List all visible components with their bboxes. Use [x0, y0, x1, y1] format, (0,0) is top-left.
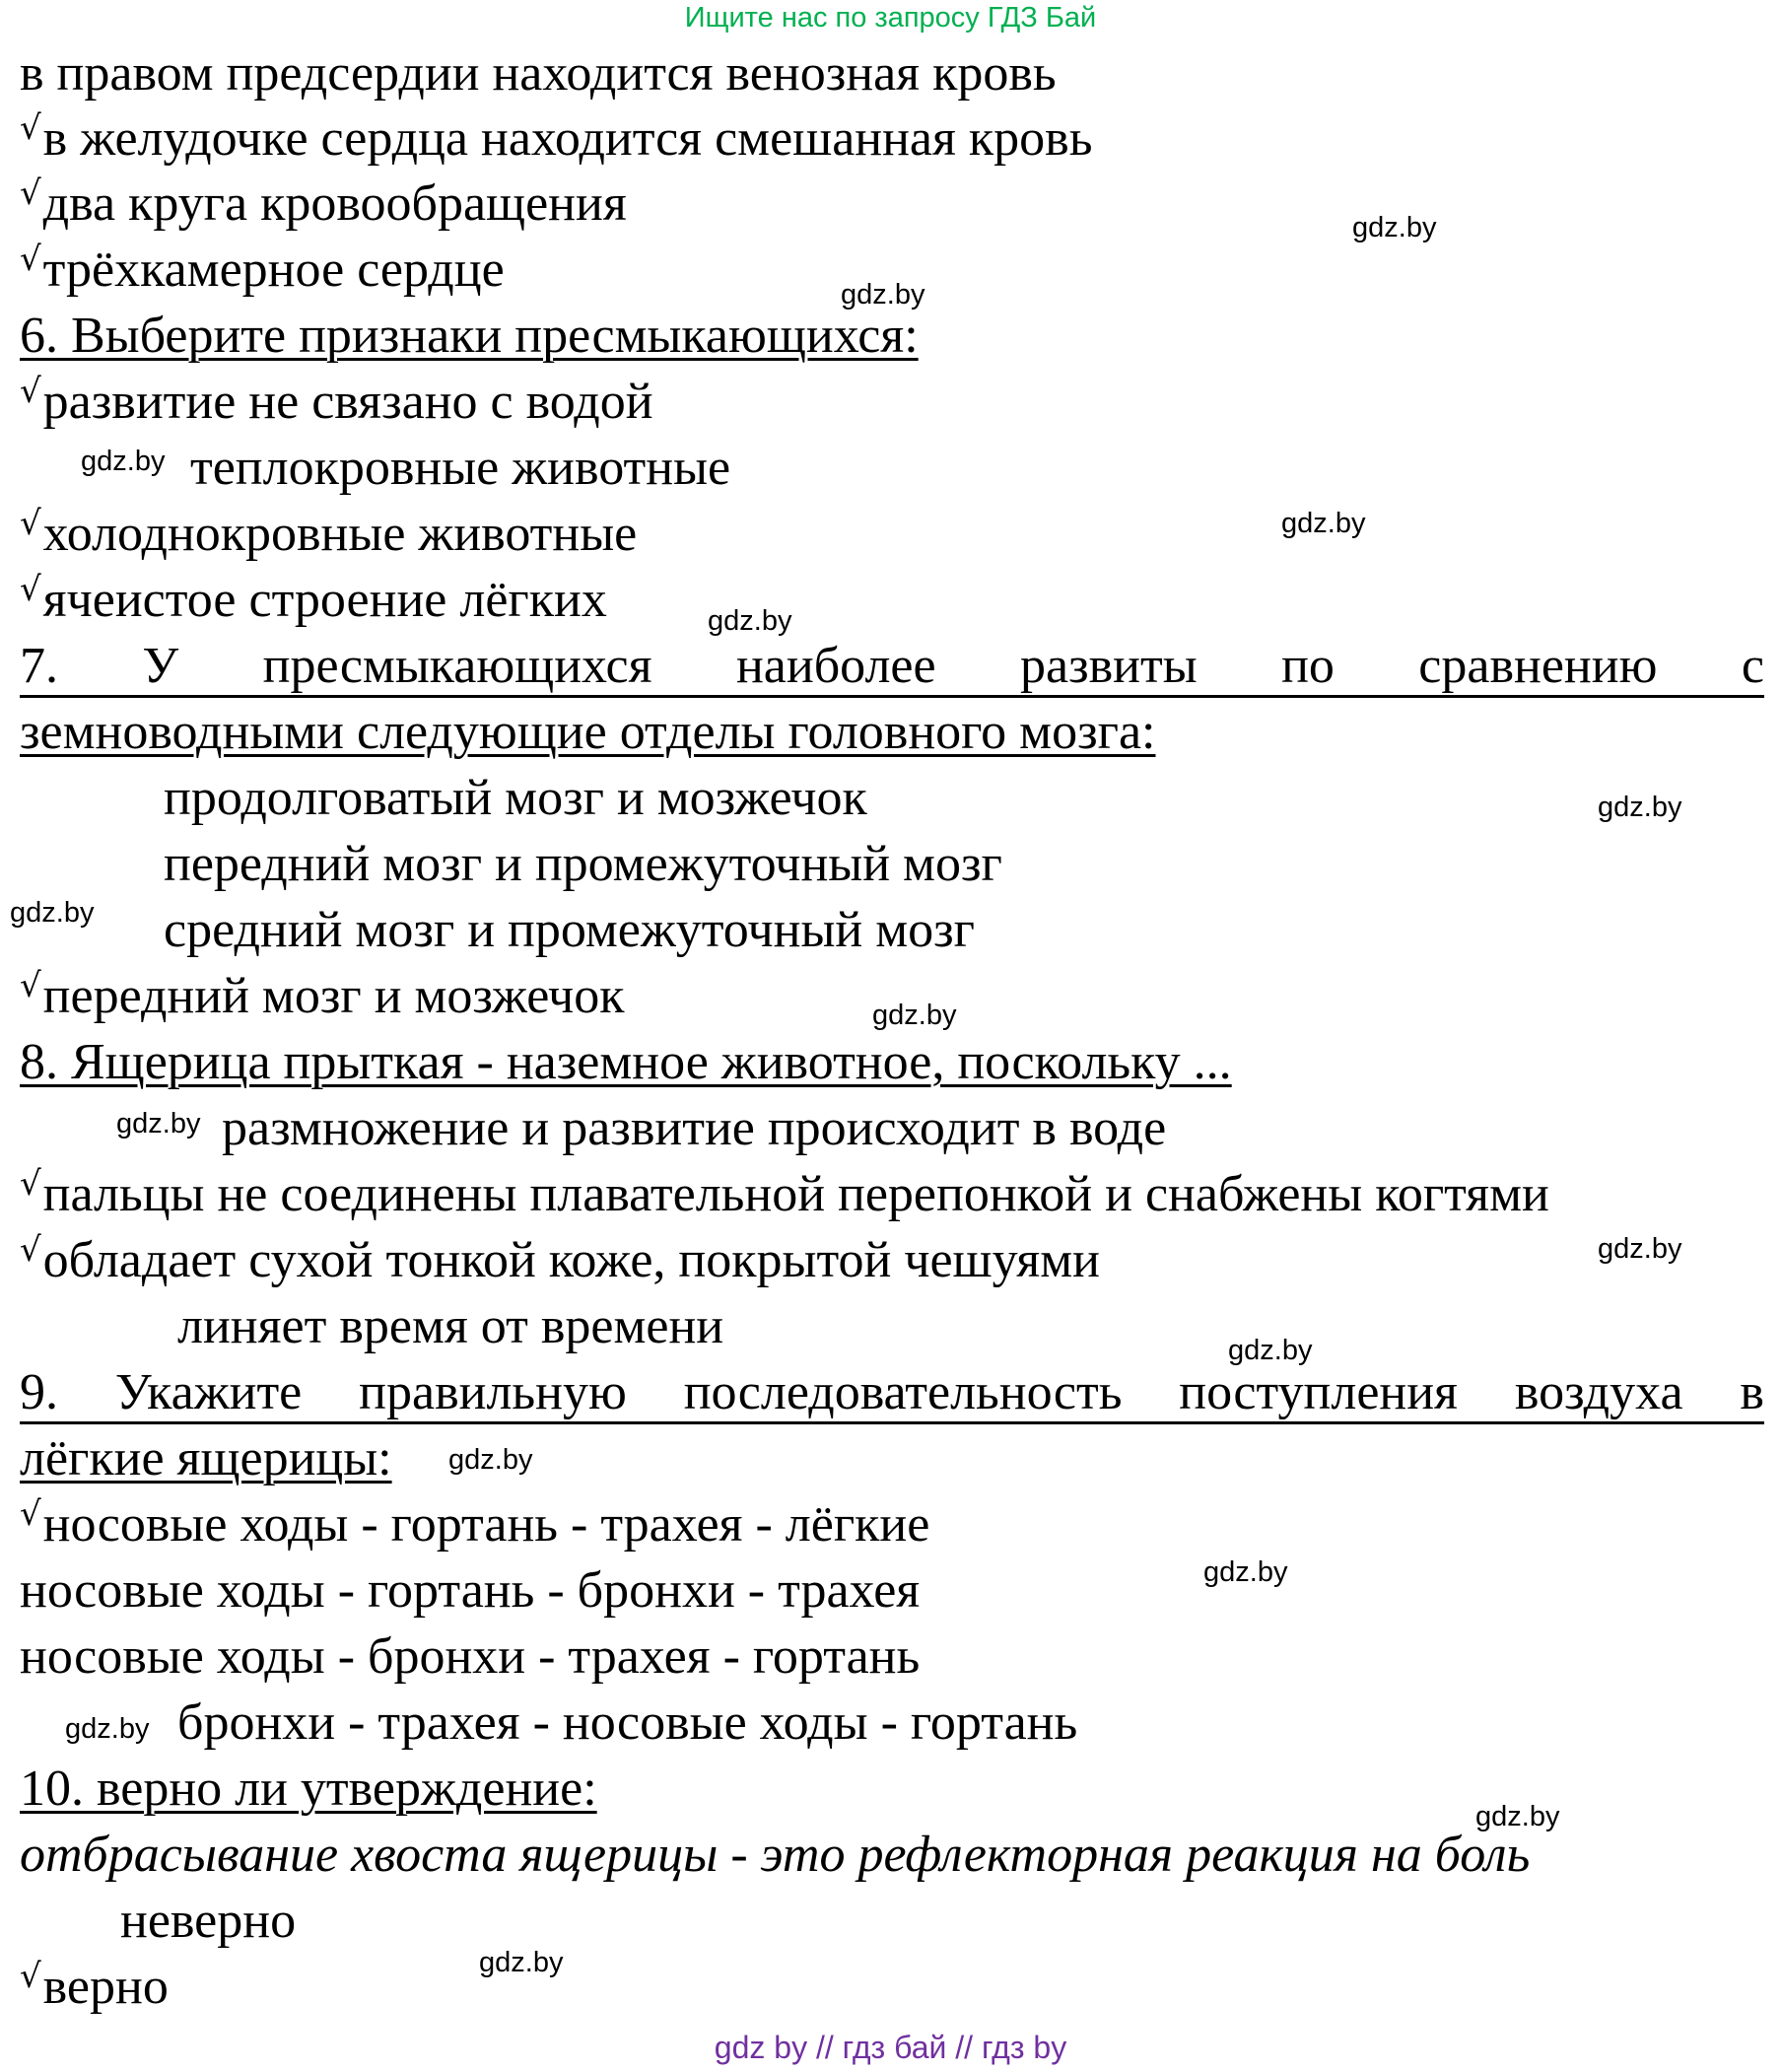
watermark: gdz.by — [479, 1947, 564, 1978]
question-7-title-line1: 7. У пресмыкающихся наиболее развиты по сравнению с — [20, 636, 1764, 698]
checkmark-icon: √ — [20, 1230, 41, 1270]
checkmark-icon: √ — [20, 504, 41, 543]
watermark: gdz.by — [1598, 1233, 1682, 1265]
watermark: gdz.by — [10, 897, 95, 929]
watermark: gdz.by — [1352, 212, 1437, 243]
checkmark-icon: √ — [20, 173, 41, 213]
q7-option-4: √передний мозг и мозжечок — [20, 966, 625, 1024]
checkmark-icon: √ — [20, 372, 41, 411]
watermark: gdz.by — [872, 1000, 957, 1031]
q9-option-1: √носовые ходы - гортань - трахея - лёгкие — [20, 1494, 930, 1553]
q7-option-1: продолговатый мозг и мозжечок — [164, 770, 867, 826]
watermark: gdz.by — [1203, 1556, 1288, 1588]
q7-option-3: средний мозг и промежуточный мозг — [164, 902, 975, 958]
q8-option-1: размножение и развитие происходит в воде — [222, 1100, 1167, 1156]
prev-option-3: √два круга кровообращения — [20, 173, 627, 232]
question-10-title: 10. верно ли утверждение: — [20, 1761, 597, 1817]
question-8-title: 8. Ящерица прыткая - наземное животное, поскольку ... — [20, 1034, 1232, 1090]
q10-option-1: неверно — [120, 1893, 297, 1949]
watermark: gdz.by — [448, 1444, 533, 1476]
watermark: gdz.by — [1475, 1801, 1560, 1832]
checkmark-icon: √ — [20, 108, 41, 148]
q6-option-2: теплокровные животные — [190, 440, 731, 496]
question-9-title-line2: лёгкие ящерицы: — [20, 1430, 392, 1486]
q9-option-4: бронхи - трахея - носовые ходы - гортань — [177, 1694, 1078, 1751]
prev-option-2: √в желудочке сердца находится смешанная кровь — [20, 108, 1093, 167]
watermark: gdz.by — [1228, 1335, 1313, 1366]
q6-option-1: √развитие не связано с водой — [20, 372, 653, 430]
prev-option-1: в правом предсердии находится венозная кровь — [20, 45, 1057, 102]
checkmark-icon: √ — [20, 1957, 41, 1996]
watermark: gdz.by — [81, 446, 166, 477]
checkmark-icon: √ — [20, 1494, 41, 1534]
q10-statement: отбрасывание хвоста ящерицы - это рефлекторная реакция на боль — [20, 1827, 1531, 1883]
prev-option-4: √трёхкамерное сердце — [20, 240, 505, 298]
q8-option-4: линяет время от времени — [177, 1298, 724, 1354]
watermark: gdz.by — [1598, 792, 1682, 823]
watermark: gdz.by — [708, 605, 792, 637]
q6-option-4: √ячеистое строение лёгких — [20, 570, 607, 628]
q9-option-3: носовые ходы - бронхи - трахея - гортань — [20, 1628, 921, 1685]
checkmark-icon: √ — [20, 1164, 41, 1204]
q8-option-3: √обладает сухой тонкой коже, покрытой чешуями — [20, 1230, 1100, 1288]
q7-option-2: передний мозг и промежуточный мозг — [164, 836, 1002, 892]
checkmark-icon: √ — [20, 966, 41, 1005]
q9-option-2: носовые ходы - гортань - бронхи - трахея — [20, 1562, 921, 1619]
checkmark-icon: √ — [20, 570, 41, 609]
question-7-title-line2: земноводными следующие отделы головного мозга: — [20, 704, 1156, 760]
search-banner: Ищите нас по запросу ГДЗ Бай — [684, 2, 1097, 34]
question-6-title: 6. Выберите признаки пресмыкающихся: — [20, 308, 919, 364]
checkmark-icon: √ — [20, 240, 41, 279]
q6-option-3: √холоднокровные животные — [20, 504, 638, 562]
q10-option-2: √верно — [20, 1957, 169, 2015]
watermark: gdz.by — [116, 1108, 201, 1140]
watermark: gdz.by — [1281, 508, 1366, 539]
watermark: gdz.by — [65, 1713, 150, 1745]
footer-links: gdz by // гдз бай // гдз by — [714, 2030, 1067, 2065]
question-9-title-line1: 9. Укажите правильную последовательность поступления воздуха в — [20, 1362, 1764, 1424]
q8-option-2: √пальцы не соединены плавательной перепонкой и снабжены когтями — [20, 1164, 1549, 1222]
watermark: gdz.by — [841, 279, 925, 311]
